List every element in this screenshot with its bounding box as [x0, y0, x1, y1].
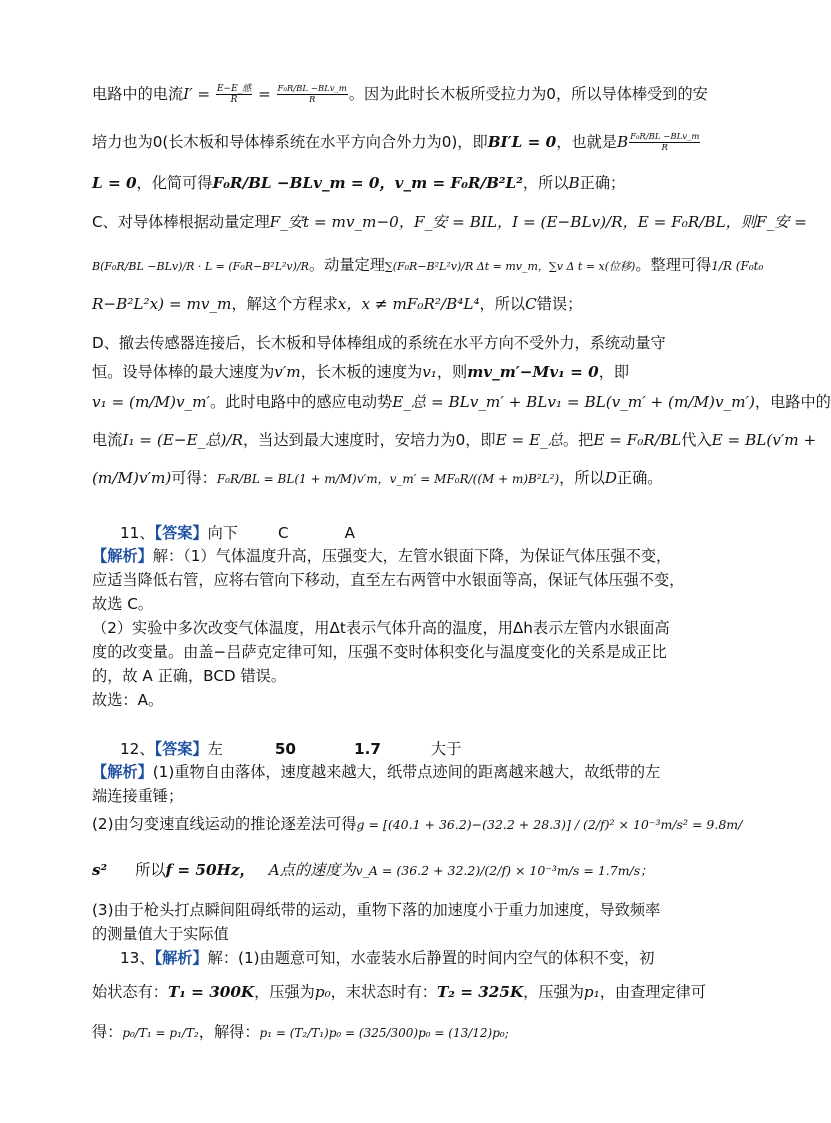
q12-answer-line: 12、【答案】左 50 1.7 大于 [120, 740, 462, 758]
fraction: $\frac{\text{F₀R/BL −BLv\_m}}{R}$ [277, 84, 347, 105]
q11-answer-line [120, 523, 355, 543]
analysis-tag: 【解析】 [92, 547, 153, 565]
answer-3: A [344, 524, 356, 542]
q11-line-3: 故选 C。 [92, 595, 153, 613]
s10-line-11: (m/M)v′m)可得：F₀R/BL = BL(1 + m/M)v′m，v_m′ = MF₀R/((M + m)B²L²)，所以D正确。 [92, 469, 663, 487]
q12-line-3: (2)由匀变速直线运动的推论逐差法可得g = [(40.1 + 36.2)−(32.2 + 28.3)] / (2/f)² × 10⁻³m/s² = 9.8m/ [92, 815, 743, 833]
q12-line-5: (3)由于枪头打点瞬间阻碍纸带的运动，重物下落的加速度小于重力加速度，导致频率 [92, 901, 661, 919]
q13-line-2: 始状态有：T₁ = 300K，压强为p₀，末状态时有：T₂ = 325K，压强为p₁，由查理定律可 [92, 983, 707, 1001]
s10-line-7: D、撤去传感器连接后，长木板和导体棒组成的系统在水平方向不受外力，系统动量守 [92, 334, 666, 352]
q11-line-4: （2）实验中多次改变气体温度，用Δt表示气体升高的温度，用Δh表示左管内水银面高 [92, 619, 670, 637]
s10-line-10: 电流I₁ = (E−E_总)/R，当达到最大速度时，安培力为0，即E = E_总。把E = F₀R/BL代入E = BL(v′m + [92, 431, 817, 449]
text: 电路中的电流 [92, 85, 184, 103]
q11-line-5: 度的改变量。由盖−吕萨克定律可知，压强不变时体积变化与温度变化的关系是成正比 [92, 643, 667, 661]
s10-line-6: R−B²L²x) = mv_m，解这个方程求x，x ≠ mF₀R²/B⁴L⁴，所以C错误； [92, 295, 583, 313]
q13-line-3: 得：p₀/T₁ = p₁/T₂，解得：p₁ = (T₂/T₁)p₀ = (325/300)p₀ = (13/12)p₀; [92, 1023, 509, 1041]
s10-line-5: B(F₀R/BL −BLv)/R · L = (F₀R−B²L²v)/R。动量定理∑(F₀R−B²L²v)/R Δt = mv_m，∑v Δ t = x(位移)。整理可得1/R (F₀t₀ [92, 256, 764, 274]
answer-2: C [278, 524, 289, 542]
answer-tag: 【答案】 [154, 524, 208, 542]
analysis-tag: 【解析】 [92, 763, 153, 781]
fraction: $\frac{\text{F₀R/BL −BLv\_m}}{R}$ [630, 132, 700, 153]
s10-line-4: C、对导体棒根据动量定理F_安t = mv_m−0，F_安 = BIL，I = (E−BLv)/R，E = F₀R/BL，则F_安 = [92, 213, 807, 231]
s10-line-3: L = 0，化简可得F₀R/BL −BLv_m = 0，v_m = F₀R/B²L²，所以B正确； [92, 174, 626, 192]
question-number: 11、 [120, 524, 155, 542]
question-number: 13、 [120, 949, 155, 967]
q12-line-6: 的测量值大于实际值 [92, 925, 229, 943]
q11-line-6: 的，故 A 正确，BCD 错误。 [92, 667, 287, 685]
s10-line-2: 培力也为0(长木板和导体棒系统在水平方向合外力为0)，即BI′L = 0，也就是B $\frac{\text{F₀R/BL −BLv\_m}}{R}$ [92, 132, 700, 153]
fraction: $\frac{\text{E−E\_感}}{R}$ [216, 84, 252, 105]
answer-tag: 【答案】 [154, 740, 208, 758]
q13-line-1: 13、【解析】解：(1)由题意可知，水壶装水后静置的时间内空气的体积不变，初 [120, 949, 655, 967]
s10-line-1: 电路中的电流I′ = $\frac{\text{E−E\_感}}{R}$ = $\frac{\text{F₀R/BL −BLv\_m}}{R}$ 。因为此时长木板所受拉力为0，所以导体棒受到的安 [92, 84, 708, 105]
q11-line-1: 【解析】解：（1）气体温度升高，压强变大，左管水银面下降，为保证气体压强不变， [92, 547, 672, 565]
q11-line-2: 应适当降低右管，应将右管向下移动，直至左右两管中水银面等高，保证气体压强不变， [92, 571, 685, 589]
text: 。因为此时长木板所受拉力为0，所以导体棒受到的安 [348, 85, 708, 103]
analysis-tag: 【解析】 [154, 949, 208, 967]
answer-1: 向下 [207, 524, 239, 542]
formula: I′ = [183, 85, 215, 103]
question-number: 12、 [120, 740, 155, 758]
s10-line-9: v₁ = (m/M)v_m′。此时电路中的感应电动势E_总 = BLv_m′ + BLv₁ = BL(v_m′ + (m/M)v_m′)，电路中的 [92, 393, 831, 411]
q11-line-7: 故选：A。 [92, 691, 164, 709]
q12-line-4: s² 所以f = 50Hz， A点的速度为v_A = (36.2 + 32.2)/(2/f) × 10⁻³m/s = 1.7m/s； [92, 861, 653, 879]
q12-line-1: 【解析】(1)重物自由落体，速度越来越大，纸带点迹间的距离越来越大，故纸带的左 [92, 763, 661, 781]
q12-line-2: 端连接重锤； [92, 787, 184, 805]
s10-line-8: 恒。设导体棒的最大速度为v′m，长木板的速度为v₁，则mv_m′−Mv₁ = 0，即 [92, 363, 630, 381]
